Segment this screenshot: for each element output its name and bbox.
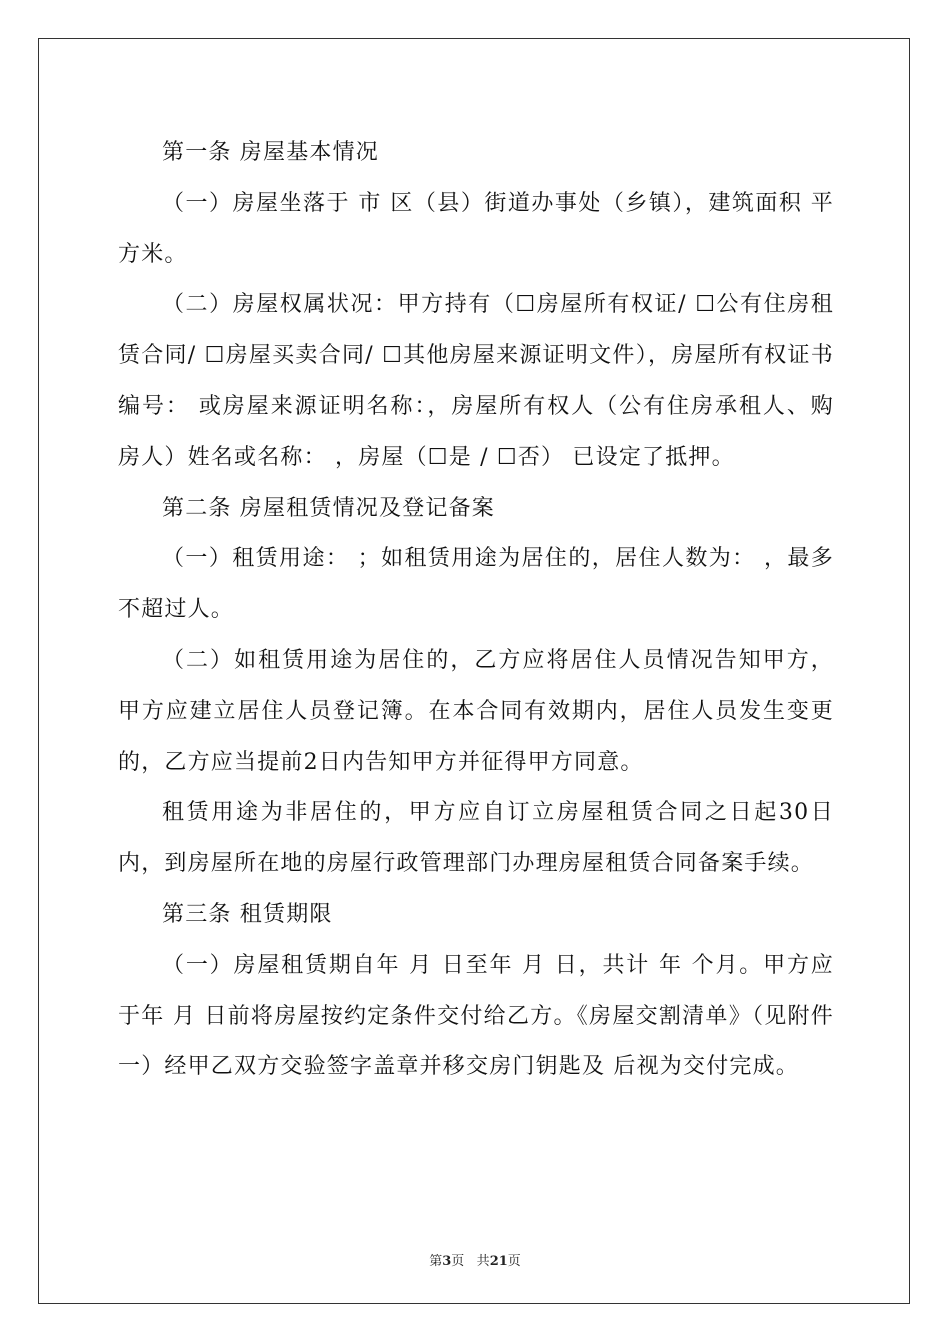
article-1-clause-1: （一）房屋坐落于 市 区（县）街道办事处（乡镇），建筑面积 平方米。 [118,190,834,267]
page-suffix: 页 [451,1254,465,1269]
total-pages: 21 [489,1254,508,1269]
article-1-clause-2: （二）房屋权属状况：甲方持有（☐房屋所有权证/ ☐公有住房租赁合同/ ☐房屋买卖合同/ ☐其他房屋来源证明文件），房屋所有权证书编号： 或房屋来源证明名称：，房屋所有权人（公有住房承租人、购房人）姓名或名称： ，房屋（☐是 / ☐否） 已设定了抵押。 [118,292,834,470]
total-prefix: 共 [476,1254,490,1269]
page-footer [0,1250,950,1269]
page-prefix: 第 [429,1254,443,1269]
article-2-non-residential: 租赁用途为非居住的，甲方应自订立房屋租赁合同之日起30日内，到房屋所在地的房屋行政管理部门办理房屋租赁合同备案手续。 [118,800,834,877]
document-body [118,128,834,1093]
article-2-clause-2: （二）如租赁用途为居住的，乙方应将居住人员情况告知甲方，甲方应建立居住人员登记簿。在本合同有效期内，居住人员发生变更的，乙方应当提前2日内告知甲方并征得甲方同意。 [118,647,834,775]
page-number: 3 [442,1254,452,1269]
article-3-clause-1: （一）房屋租赁期自年 月 日至年 月 日，共计 年 个月。甲方应于年 月 日前将房屋按约定条件交付给乙方。《房屋交割清单》（见附件一）经甲乙双方交验签字盖章并移交房门钥匙及 后视为交付完成。 [118,952,834,1080]
article-3-heading: 第三条 租赁期限 [162,901,333,927]
article-2-heading: 第二条 房屋租赁情况及登记备案 [162,495,495,521]
article-1-heading: 第一条 房屋基本情况 [162,140,379,165]
total-suffix: 页 [507,1254,521,1269]
article-2-clause-1: （一）租赁用途： ；如租赁用途为居住的，居住人数为： ，最多不超过人。 [118,546,834,623]
